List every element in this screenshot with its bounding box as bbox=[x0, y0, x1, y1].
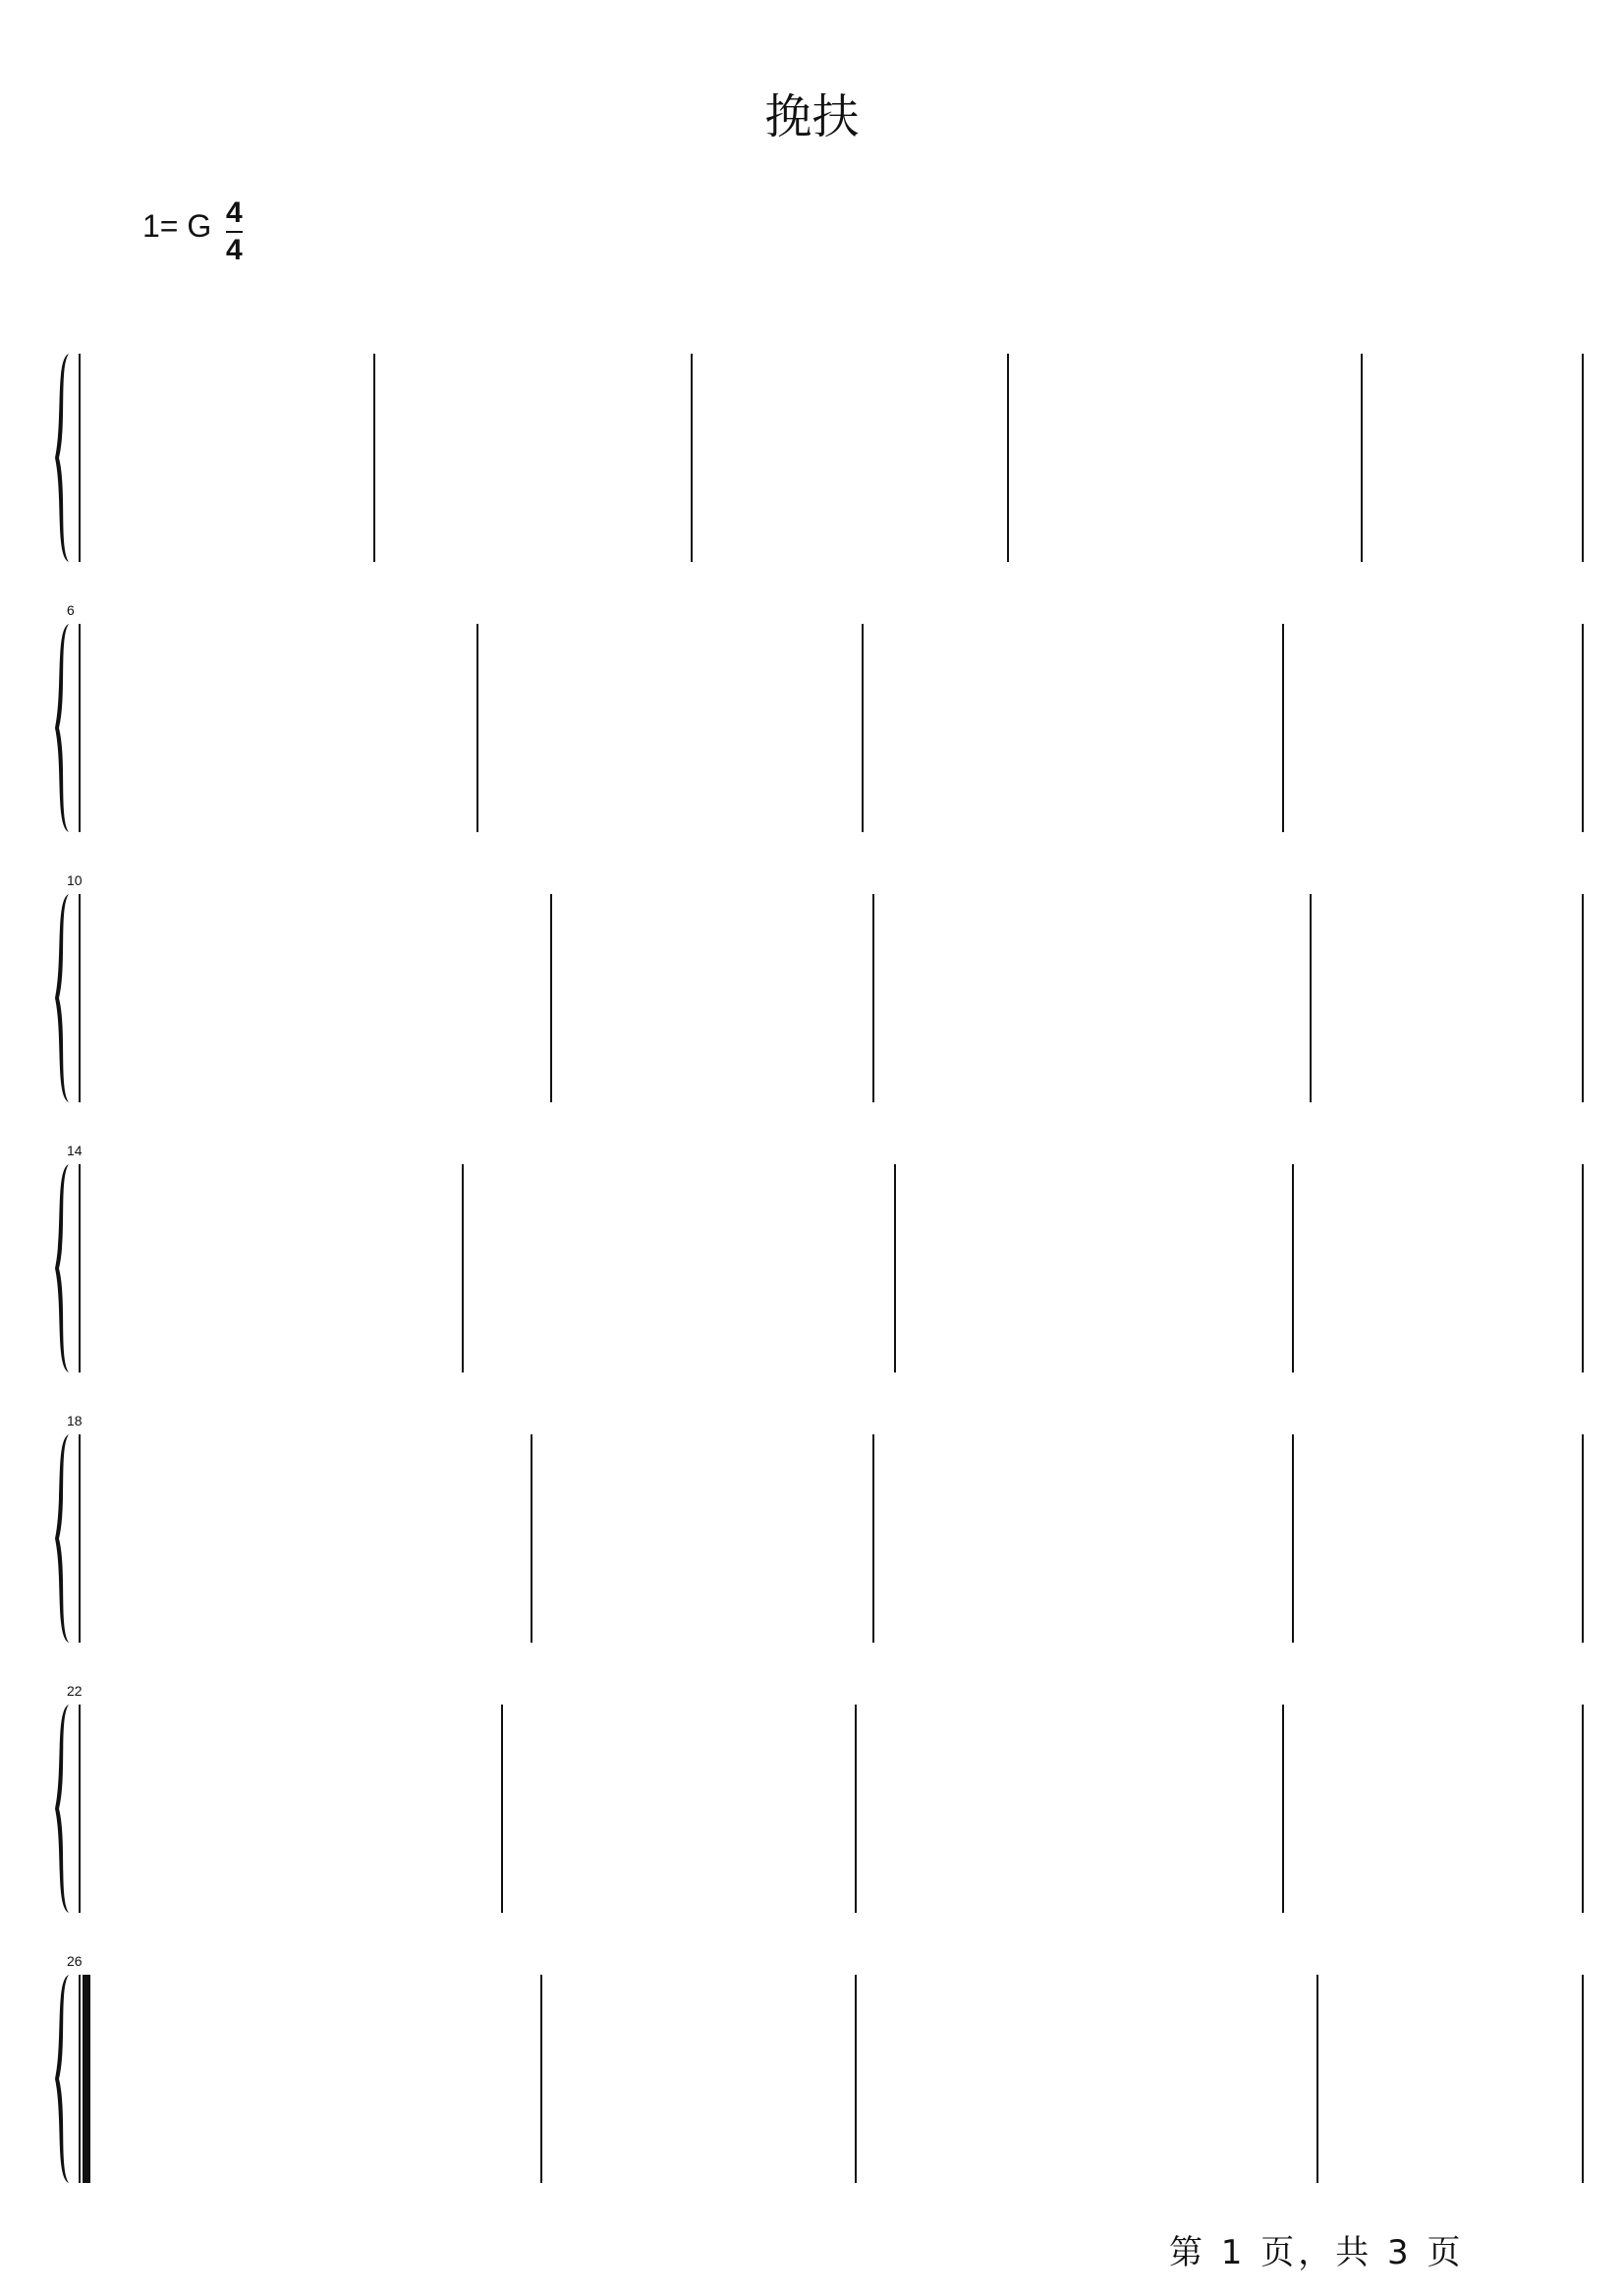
page-footer: 第 1 页，共 3 页 bbox=[1169, 2233, 1465, 2272]
barline bbox=[540, 1975, 542, 2183]
barline bbox=[1582, 1434, 1584, 1643]
barline bbox=[872, 894, 874, 1102]
time-signature-top: 4 bbox=[226, 196, 243, 229]
score-system bbox=[49, 344, 1582, 572]
barline bbox=[1582, 354, 1584, 562]
key-signature: 1= G bbox=[142, 208, 212, 244]
barline bbox=[1007, 354, 1009, 562]
score-system bbox=[49, 602, 1582, 842]
system-start-line bbox=[79, 1705, 81, 1913]
system-brace bbox=[49, 1432, 71, 1645]
measure-number: 6 bbox=[67, 602, 75, 618]
system-brace bbox=[49, 352, 71, 564]
score-system bbox=[49, 872, 1582, 1112]
measure-number: 10 bbox=[67, 872, 83, 888]
time-signature bbox=[226, 196, 243, 267]
score-system bbox=[49, 1143, 1582, 1382]
repeat-start-barline bbox=[83, 1975, 90, 2183]
time-signature-bottom: 4 bbox=[226, 234, 243, 266]
score-system bbox=[49, 1683, 1582, 1923]
barline bbox=[1292, 1164, 1294, 1372]
system-start-line bbox=[79, 354, 81, 562]
measure-number: 26 bbox=[67, 1953, 83, 1969]
barline bbox=[1582, 894, 1584, 1102]
barline bbox=[862, 624, 864, 832]
barline bbox=[872, 1434, 874, 1643]
system-start-line bbox=[79, 1164, 81, 1372]
measure-number: 22 bbox=[67, 1683, 83, 1699]
barline bbox=[1361, 354, 1363, 562]
barline bbox=[1310, 894, 1312, 1102]
barline bbox=[1582, 1164, 1584, 1372]
barline bbox=[1282, 624, 1284, 832]
system-brace bbox=[49, 892, 71, 1104]
system-brace bbox=[49, 1973, 71, 2185]
time-signature-divider bbox=[226, 231, 243, 233]
barline bbox=[855, 1705, 857, 1913]
system-start-line bbox=[79, 1434, 81, 1643]
system-start-line bbox=[79, 624, 81, 832]
system-start-line bbox=[79, 1975, 81, 2183]
barline bbox=[550, 894, 552, 1102]
barline bbox=[855, 1975, 857, 2183]
barline bbox=[1582, 624, 1584, 832]
barline bbox=[462, 1164, 464, 1372]
system-brace bbox=[49, 1703, 71, 1915]
system-brace bbox=[49, 622, 71, 834]
measure-number: 14 bbox=[67, 1143, 83, 1158]
score-system bbox=[49, 1953, 1582, 2193]
barline bbox=[531, 1434, 532, 1643]
score-system bbox=[49, 1413, 1582, 1652]
barline bbox=[476, 624, 478, 832]
barline bbox=[501, 1705, 503, 1913]
barline bbox=[691, 354, 693, 562]
barline bbox=[1282, 1705, 1284, 1913]
barline bbox=[1292, 1434, 1294, 1643]
measure-number: 18 bbox=[67, 1413, 83, 1428]
system-brace bbox=[49, 1162, 71, 1374]
barline bbox=[1582, 1705, 1584, 1913]
page-title: 挽扶 bbox=[764, 89, 860, 144]
barline bbox=[373, 354, 375, 562]
system-start-line bbox=[79, 894, 81, 1102]
barline bbox=[894, 1164, 896, 1372]
barline bbox=[1582, 1975, 1584, 2183]
barline bbox=[1316, 1975, 1318, 2183]
